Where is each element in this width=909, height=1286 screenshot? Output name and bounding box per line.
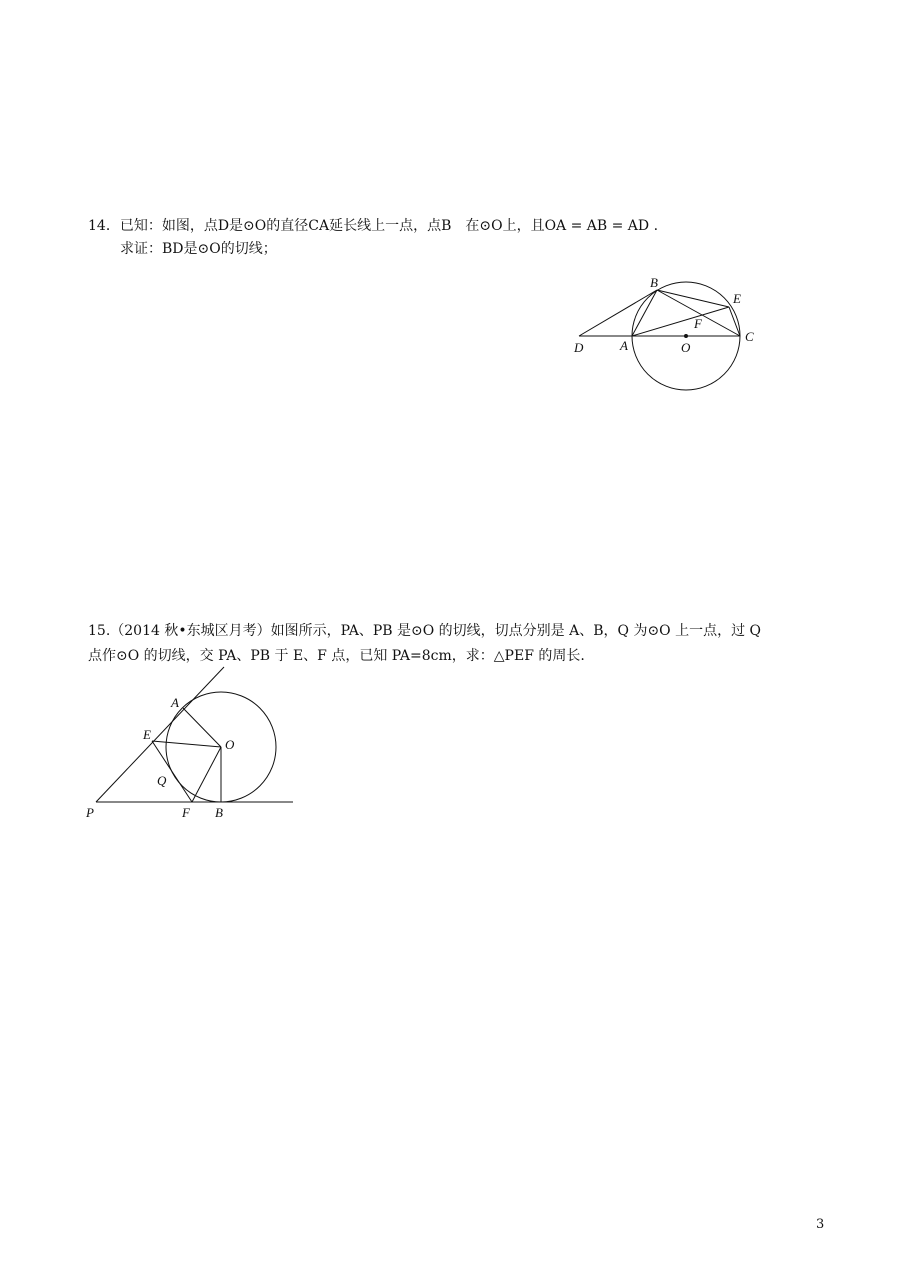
segment-eo: [152, 741, 221, 747]
label-o: O: [225, 737, 235, 752]
label-o: O: [681, 340, 691, 355]
label-a: A: [620, 338, 628, 353]
page-number: 3: [816, 1217, 825, 1232]
label-f: F: [182, 805, 190, 820]
problem15-line2: 点作⊙O 的切线，交 PA、PB 于 E、F 点，已知 PA=8cm，求：△PEF 的周长.: [88, 648, 585, 664]
label-b: B: [650, 275, 658, 290]
problem14-line2: 求证：BD是⊙O的切线；: [120, 241, 277, 257]
problem14-line1: 14．已知：如图，点D是⊙O的直径CA延长线上一点，点B 在⊙O上，且OA = AB = AD .: [88, 218, 659, 234]
segment-ao: [183, 708, 221, 747]
label-q: Q: [157, 773, 167, 788]
label-f: F: [694, 316, 702, 331]
label-d: D: [574, 340, 584, 355]
label-e: E: [733, 291, 741, 306]
label-e: E: [143, 727, 151, 742]
label-b: B: [215, 805, 223, 820]
problem15-line1: 15.（2014 秋•东城区月考）如图所示，PA、PB 是⊙O 的切线，切点分别是 A、B，Q 为⊙O 上一点，过 Q: [88, 623, 762, 639]
label-c: C: [745, 329, 754, 344]
tangent-ef: [152, 741, 192, 802]
label-p: P: [86, 805, 94, 820]
segment-fo: [192, 747, 221, 802]
label-a: A: [171, 695, 179, 710]
